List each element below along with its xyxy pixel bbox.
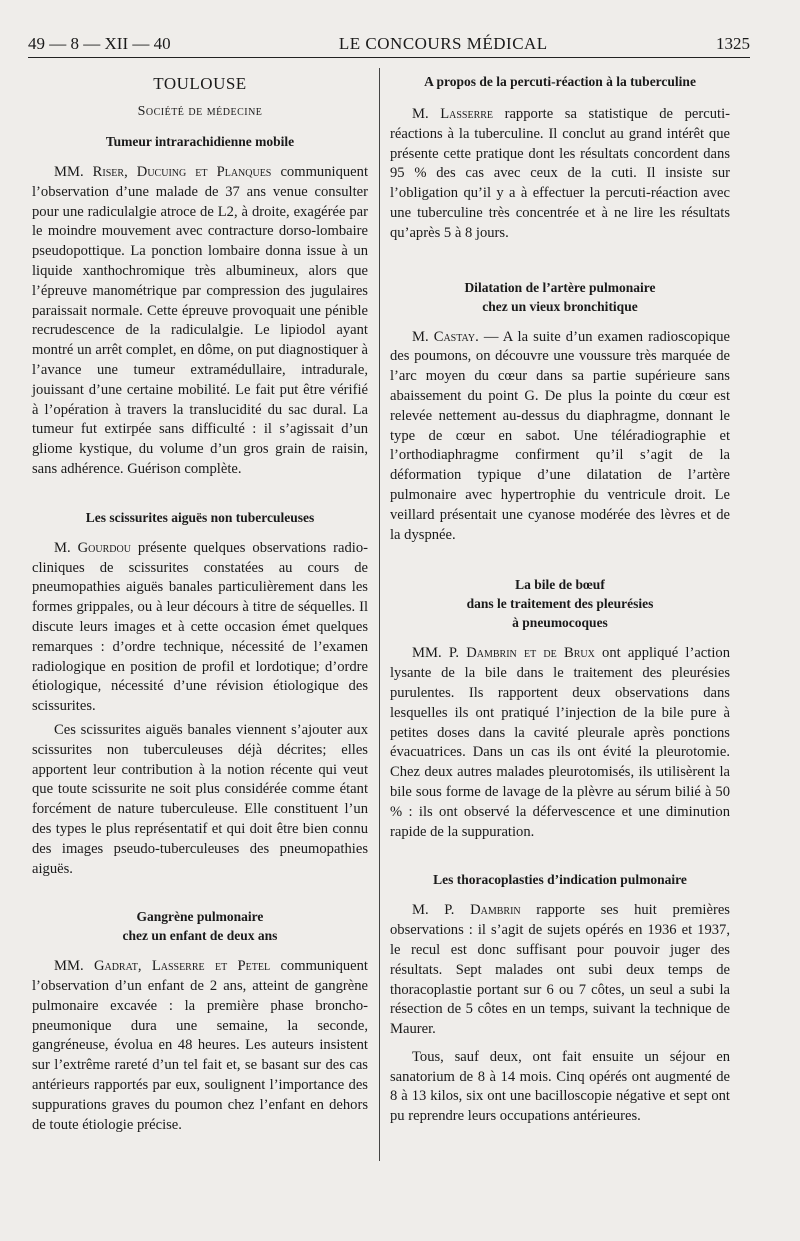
paragraph-text: présente quelques observations radio-cliniques de scissurites constatées au cours de pneumopathies aiguës banales particulièrement dans les formes grippales, ou à leur décours à titre de séquelles. Il discute leurs images et à cette occasion émet quelques remarques : d’ordre technique, nécessité de l’examen radiologique en position de profil et lordotique; d’ordre étiologique, nécessité d’une révision étiologique des scissurites.	[32, 539, 369, 715]
author-names: M. Gourdou	[54, 539, 131, 556]
title-line: La bile de bœuf	[515, 577, 605, 593]
article-title	[390, 575, 730, 632]
society-heading: Société de médecine	[137, 104, 263, 119]
left-column	[32, 72, 368, 1135]
paragraph-text: Ces scissurites aiguës banales viennent s’ajouter aux scissurites non tuberculeuses déjà décrites; elles apportent leur contribution à la notion récente qui veut que toute scissurite ne soit plus considérée comme étant forcément de nature tuberculeuse. Elle constituent l’un des types le plus représentatif et qui doit être bien connu des images pseudo-tuberculeuses des pneumopathies aiguës.	[32, 721, 368, 877]
city-heading: TOULOUSE	[153, 74, 247, 93]
paragraph-text: — A la suite d’un examen radioscopique des poumons, on découvre une voussure très marquée de l’arc moyen du cœur dans sa partie supérieure sans abaissement du point G. De plus la pointe du cœur est relevée nettement au-dessus du diaphragme, donnant le type de cœur en sabot. Une téléradiographie et l’orthodiaphragme confirment qu’il s’agit de la déformation typique d’une dilatation de l’artère pulmonaire avec hypertrophie du ventricule droit. Le veillard présentait une cyanose modérée des lèvres et de la dyspnée.	[390, 328, 730, 543]
paragraph-text: Tous, sauf deux, ont fait ensuite un séjour en sanatorium de 8 à 14 mois. Cinq opérés ont augmenté de 8 à 13 kilos, six ont une bacilloscopie négative et sept ont pu reprendre leurs occupations antérieures.	[390, 1048, 730, 1125]
article-title	[390, 72, 730, 91]
title-line: A propos de la percuti-réaction à la tuberculine	[424, 74, 696, 89]
article-title	[390, 870, 730, 889]
article-title	[390, 278, 730, 316]
title-line: chez un enfant de deux ans	[122, 928, 278, 944]
page-number: 1325	[716, 34, 750, 53]
title-line: Gangrène pulmonaire	[136, 909, 264, 925]
article-paragraph	[32, 163, 368, 480]
article-dilatation	[390, 278, 730, 546]
issue-date: 49 — 8 — XII — 40	[28, 34, 171, 53]
article-paragraph	[390, 644, 730, 842]
author-names: MM. P. Dambrin et de Brux	[412, 645, 595, 662]
article-bile-de-boeuf	[390, 575, 730, 842]
title-line: Tumeur intrarachidienne mobile	[105, 134, 295, 149]
author-names: M. Lasserre	[412, 106, 494, 122]
title-line: à pneumocoques	[512, 615, 608, 631]
author-names: MM. Gadrat, Lasserre et Petel	[54, 958, 271, 975]
title-line: chez un vieux bronchitique	[482, 298, 638, 314]
article-title	[32, 508, 368, 527]
article-paragraph	[390, 901, 730, 1040]
author-names: MM. Riser, Ducuing et Planques	[54, 164, 272, 180]
author-names: M. P. Dambrin	[412, 902, 521, 919]
title-line: Les thoracoplasties d’indication pulmonaire	[433, 872, 687, 888]
journal-title: LE CONCOURS MÉDICAL	[338, 34, 548, 53]
article-paragraph	[32, 957, 368, 1135]
paragraph-text: communiquent l’observation d’un enfant de 2 ans, atteint de gangrène pulmonaire excavée : la première phase broncho-pneumonique dura une semaine, la seconde, gangréneuse, évolua en 48 heures. Les auteurs insistent sur l’extrême rareté d’un tel fait et, se basant sur des cas antérieurs rapportés par eux, soulignent l’importance des suppurations graves du poumon chez l’enfant en dehors de toute étiologie précise.	[32, 958, 368, 1133]
column-divider	[379, 68, 380, 1161]
running-header	[28, 30, 750, 58]
paragraph-text: ont appliqué l’action lysante de la bile dans le traitement des pleurésies purulentes. Ils rapportent deux observations dans lesquelles ils ont pratiqué l’injection de la bile pure à petites doses dans la cavité pleurale après ponctions évacuatrices. Dans un cas ils ont évité la pleurotomie. Chez deux autres malades pleurotomisés, ils utilisèrent la bile sous forme de lavage de la plèvre au sérum bilié à 50 % : ils ont observé la défervescence et une diminution rapide de la suppuration.	[390, 645, 730, 840]
paragraph-text: rapporte ses huit premières observations : il s’agit de sujets opérés en 1936 et 1937, le recul est donc suffisant pour pouvoir juger des résultats. Sept malades ont subi deux temps de thoracoplastie portant sur 6 ou 7 côtes, un seul a subi la résection de 5 côtes en un temps, suivant la technique de Maurer.	[390, 902, 730, 1038]
article-title	[32, 907, 368, 945]
author-names: M. Castay.	[412, 328, 479, 345]
title-line: Les scissurites aiguës non tuberculeuses	[85, 509, 315, 525]
article-paragraph	[390, 1048, 730, 1127]
paragraph-text: communiquent l’observation d’une malade de 37 ans venue consulter pour une radiculalgie atroce de L2, à droite, exagérée par le moindre mouvement avec contracture dorso-lombaire pseudopottique. La ponction lombaire donna issue à un liquide xanthochromique très albumineux, alors que l’épreuve manométrique par compression des jugulaires paraissait normale. Cette épreuve provoquait une pénible recrudescence de la radiculalgie. Le lipiodol ayant montré un arrêt complet, en dôme, on put diagnostiquer à l’avance une tumeur extramédullaire, intradurale, jouissant d’une certaine mobilité. Le fait put être vérifié à l’opération à travers la translucidité du sac dural. La tumeur fut extirpée sans difficulté : il s’agissait d’un gliome kystique, du volume d’un gros grain de raisin, sans adhérence. Guérison complète.	[32, 164, 368, 477]
right-column	[390, 72, 730, 1127]
article-scissurites	[32, 508, 368, 880]
article-title	[32, 132, 368, 151]
paragraph-text: rapporte sa statistique de percuti-réactions à la tuberculine. Il conclut au grand intérêt que présente cette pratique dont les résultats concordent dans 95 % des cas avec ceux de la cuti. Il insiste sur l’obligation qu’il y a à effectuer la percuti-réaction avec une tuberculine très concentrée et à ne lire les résultats qu’après 5 à 8 jours.	[390, 106, 730, 241]
article-paragraph	[32, 539, 368, 717]
article-paragraph	[390, 105, 730, 244]
article-tumeur	[32, 132, 368, 480]
article-thoracoplasties	[390, 870, 730, 1127]
title-line: dans le traitement des pleurésies	[466, 596, 654, 612]
article-paragraph	[390, 328, 730, 546]
article-gangrene	[32, 907, 368, 1135]
article-percuti-reaction	[390, 72, 730, 244]
article-paragraph	[32, 721, 368, 879]
title-line: Dilatation de l’artère pulmonaire	[464, 279, 656, 295]
